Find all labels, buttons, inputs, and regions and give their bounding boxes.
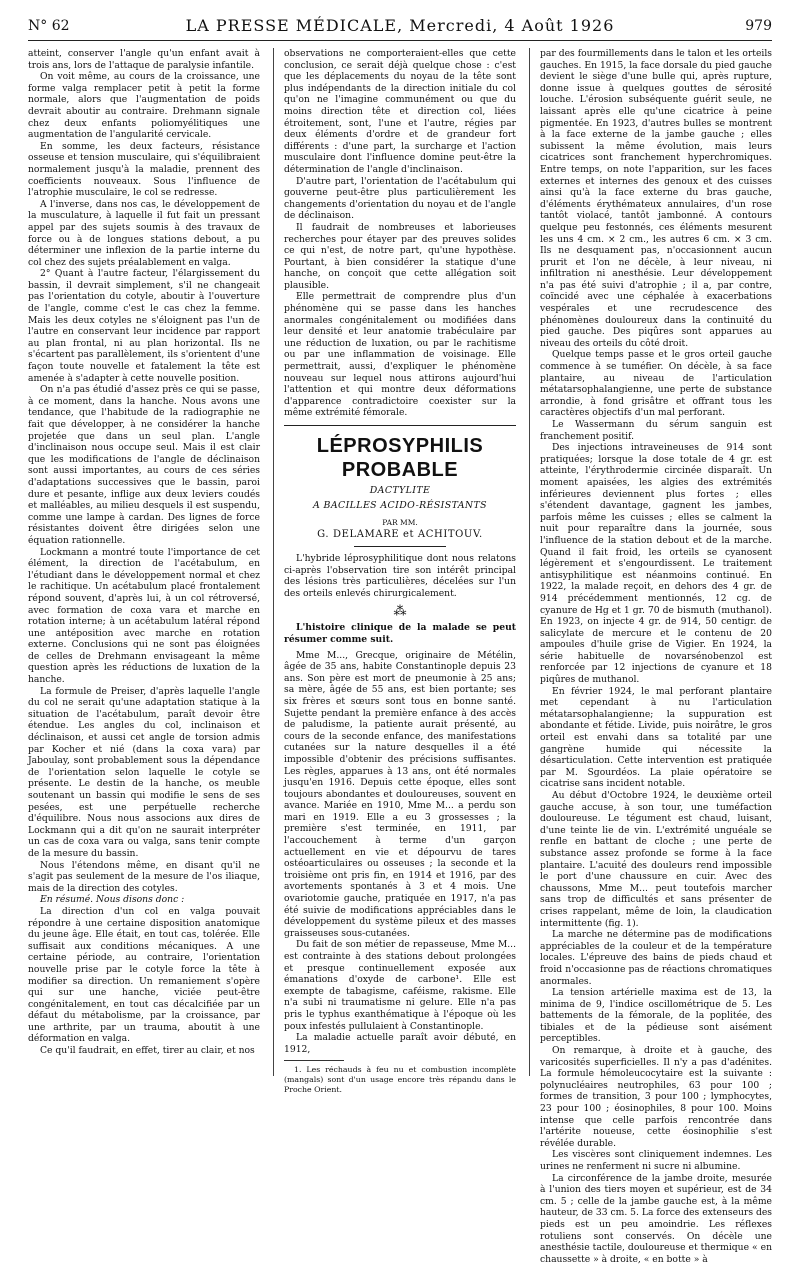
section-stars: ⁂ bbox=[393, 604, 407, 620]
paragraph: Au début d'Octobre 1924, le deuxième orteil gauche accuse, à son tour, une tuméfaction douloureuse. Le tégument est chaud, luisant, d'une teinte lie de vin. L'extrémité unguéale se renfle en battant de cloche ; une perte de substance assez profonde se forme à la face plantaire. L'acuité des douleurs rend impossible le port d'une chaussure en cuir. Avec des chaussons, Mme M... peut toutefois marcher sans trop de difficultés et sans présenter de crises rappelant, même de loin, la claudication intermittente (fig. 1). bbox=[540, 790, 772, 929]
paragraph: On voit même, au cours de la croissance, une forme valga remplacer petit à petit la forme normale, alors que l'augmentation de poids devrait aboutir au contraire. Drehmann signale chez deux enfants poliomyélitiques une augmentation de l'angularité cervicale. bbox=[28, 71, 260, 141]
paragraph: Du fait de son métier de repasseuse, Mme M... est contrainte à des stations debout prolongées et presque continuellement exposée aux émanations d'oxyde de carbone¹. Elle est exempte de tabagisme, caféisme, rakisme. Elle n'a subi ni traumatisme ni gelure. Elle n'a pas pris le typhus exanthématique à l'époque où les poux infestés pullulaient à Constantinople. bbox=[284, 939, 516, 1032]
article-separator bbox=[284, 425, 516, 426]
footnote: 1. Les réchauds à feu nu et combustion incomplète (mangals) sont d'un usage encore très répandu dans le Proche Orient. bbox=[284, 1065, 516, 1094]
paragraph: observations ne comporteraient-elles que cette conclusion, ce serait déjà quelque chose : c'est que les déplacements du noyau de la tête sont plus indépendants de la direction initiale du col qu'on ne l'imagine communément ou que du moins direction tête et direction col, liées étroitement, sont, l'une et l'autre, régies par deux éléments d'ordre et de grandeur fort différents : d'une part, la surcharge et l'action musculaire dont l'influence domine peut-être la détermination de l'angle d'inclinaison. bbox=[284, 48, 516, 175]
paragraph: D'autre part, l'orientation de l'acétabulum qui gouverne peut-être plus particulièrement les changements d'orientation du noyau et de l'angle de déclinaison. bbox=[284, 175, 516, 222]
paragraph: Ce qu'il faudrait, en effet, tirer au clair, et nos bbox=[40, 1045, 255, 1057]
page-number: 979 bbox=[745, 18, 772, 34]
journal-title: LA PRESSE MÉDICALE, Mercredi, 4 Août 1926 bbox=[185, 16, 615, 35]
header-rule bbox=[28, 40, 772, 41]
paragraph: La tension artérielle maxima est de 13, la minima de 9, l'indice oscillométrique de 5. Les battements de la fémorale, de la poplitée, des tibiales et de la pédieuse sont aisément perceptibles. bbox=[540, 987, 772, 1045]
page-header bbox=[28, 14, 772, 40]
column-divider bbox=[273, 48, 274, 1076]
column-divider bbox=[529, 48, 530, 1076]
paragraph: On n'a pas étudié d'assez près ce qui se passe, à ce moment, dans la hanche. Nous avons une tendance, que l'habitude de la radiographie ne fait que développer, à ne considérer la hanche projetée que dans un seul plan. L'angle d'inclinaison nous occupe seul. Mais il est clair que les modifications de l'angle de déclinaison sont aussi importantes, au cours de ces séries d'adaptations successives que le bassin, paroi dure et pesante, inflige aux deux leviers coudés et malléables, au milieu desquels il est suspendu, comme une lampe à cardan. Des lignes de force résistantes doivent être dirigées selon une équation rationnelle. bbox=[28, 384, 260, 546]
paragraph: En somme, les deux facteurs, résistance osseuse et tension musculaire, qui s'équilibraient normalement jusqu'à la maladie, prennent des coefficients nouveaux. Sous l'influence de l'atrophie musculaire, le col se redresse. bbox=[28, 140, 260, 199]
paragraph: La direction d'un col en valga pouvait répondre à une certaine disposition anatomique du jeune âge. Elle était, en tout cas, tolérée. Elle suffisait aux conditions mécaniques. A une certaine période, au contraire, l'orientation nouvelle prise par le cotyle force la tête à modifier sa direction. Un remaniement s'opère qui sur une hanche, viciée peut-être congénitalement, en tout cas décalcifiée par un défaut du métabolisme, par la croissance, par une arthrite, par un trauma, aboutit à une déformation en valga. bbox=[28, 905, 260, 1045]
paragraph: Les viscères sont cliniquement indemnes. Les urines ne renferment ni sucre ni albumine. bbox=[540, 1149, 772, 1172]
paragraph: atteint, conserver l'angle qu'un enfant avait à trois ans, lors de l'attaque de paralysie infantile. bbox=[28, 48, 260, 71]
column-1 bbox=[28, 48, 260, 1076]
article-lead: L'histoire clinique de la malade se peut résumer comme suit. bbox=[284, 622, 516, 645]
paragraph: La maladie actuelle paraît avoir débuté, en 1912, bbox=[284, 1032, 516, 1055]
column-2 bbox=[284, 48, 516, 1094]
paragraph: 2° Quant à l'autre facteur, l'élargissement du bassin, il devrait simplement, s'il ne changeait pas l'orientation du cotyle, aboutir à l'ouverture de l'angle, comme c'est le cas chez la femme. Mais les deux cotyles ne s'éloignent pas l'un de l'autre en conservant leur incidence par rapport au plan frontal, ni au plan horizontal. Ils ne s'écartent pas parallèlement, ils s'orientent d'une façon toute nouvelle et fatalement la tête est amenée à s'adapter à cette nouvelle position. bbox=[28, 268, 260, 384]
issue-number: N° 62 bbox=[28, 18, 70, 34]
paragraph: Quelque temps passe et le gros orteil gauche commence à se tuméfier. On décèle, à sa face plantaire, au niveau de l'articulation métatarsophalangienne, une perte de substance arrondie, à fond grisâtre et offrant tous les caractères objectifs d'un mal perforant. bbox=[540, 349, 772, 419]
paragraph: Nous l'étendons même, en disant qu'il ne s'agit pas seulement de la mesure de l'os iliaque, mais de la direction des cotyles. bbox=[28, 859, 260, 894]
paragraph: Il faudrait de nombreuses et laborieuses recherches pour étayer par des preuves solides ce qui n'est, de notre part, qu'une hypothèse. Pourtant, à bien considérer la statique d'une hanche, on conçoit que cette allégation soit plausible. bbox=[284, 221, 516, 291]
article-authors: G. DELAMARE et ACHITOUV. bbox=[317, 529, 483, 540]
paragraph: Lockmann a montré toute l'importance de cet élément, la direction de l'acétabulum, en l'étudiant dans le développement normal et chez le rachitique. Un acétabulum placé frontalement répond souvent, d'après lui, à un col rétroversé, avec formation de coxa vara et marche en rotation interne; à un acétabulum latéral répond une antéposition avec marche en rotation externe. Conclusions qui ne sont pas éloignées de celles de Drehmann envisageant la même question après les réductions de luxation de la hanche. bbox=[28, 546, 260, 686]
article-subtitle-2: A BACILLES ACIDO-RÉSISTANTS bbox=[313, 500, 487, 511]
paragraph: La circonférence de la jambe droite, mesurée à l'union des tiers moyen et supérieur, est de 34 cm. 5 ; celle de la jambe gauche est, à la même hauteur, de 33 cm. 5. La force des extenseurs des pieds est un peu amoindrie. Les réflexes rotuliens sont conservés. On décèle une anesthésie tactile, douloureuse et thermique « en chaussette » à droite, « en botte » à bbox=[540, 1172, 772, 1265]
article-par: PAR MM. bbox=[382, 518, 418, 527]
paragraph: En février 1924, le mal perforant plantaire met cependant à nu l'articulation métatarsophalangienne; la suppuration est abondante et fétide. Livide, puis noirâtre, le gros orteil est envahi dans sa totalité par une gangrène humide qui nécessite la désarticulation. Cette intervention est pratiquée par M. Sgourdéos. La plaie opératoire se cicatrise sans incident notable. bbox=[540, 685, 772, 790]
article-subtitle: DACTYLITE bbox=[369, 485, 431, 496]
article-intro: L'hybride léprosyphilitique dont nous relatons ci-après l'observation tire son intérêt principal des lésions très particulières, décelées sur l'un des orteils enlevés chirurgicalement. bbox=[284, 553, 516, 599]
paragraph: Mme M..., Grecque, originaire de Métélin, âgée de 35 ans, habite Constantinople depuis 23 ans. Son père est mort de pneumonie à 25 ans; sa mère, âgée de 55 ans, est bien portante; ses six frères et sœurs sont tous en bonne santé. Sujette pendant la première enfance à des accès de paludisme, la patiente aurait présenté, au cours de la seconde enfance, des manifestations cutanées sur la nature desquelles il a été impossible d'obtenir des précisions suffisantes. Les règles, apparues à 13 ans, ont été normales jusqu'en 1916. Depuis cette époque, elles sont toujours abondantes et douloureuses, souvent en avance. Mariée en 1910, Mme M... a perdu son mari en 1919. Elle a eu 3 grossesses ; la première s'est terminée, en 1911, par l'accouchement à terme d'un garçon actuellement en vie et dépourvu de tares ostéoarticulaires ou osseuses ; la seconde et la troisième ont pris fin, en 1914 et 1916, par des avortements spontanés à 3 et 4 mois. Une ovariotomie gauche, pratiquée en 1917, n'a pas été suivie de modifications appréciables dans le développement du système pileux et des masses graisseuses sous-cutanées. bbox=[284, 649, 516, 939]
column-3 bbox=[540, 48, 772, 1265]
footnote-rule bbox=[284, 1060, 344, 1061]
paragraph: Elle permettrait de comprendre plus d'un phénomène qui se passe dans les hanches anormales congénitalement ou modifiées dans leur densité et leur anatomie trabéculaire par une réduction de luxation, ou par le rachitisme ou par une inflammation de voisinage. Elle permettrait, aussi, d'expliquer le phénomène nouveau sur lequel nous attirons aujourd'hui l'attention et qui montre deux déformations d'apparence contradictoire coexister sur la même extrémité fémorale. bbox=[284, 291, 516, 419]
paragraph: La formule de Preiser, d'après laquelle l'angle du col ne serait qu'une adaptation statique à la situation de l'acétabulum, paraît devoir être étendue. Les angles du col, inclinaison et déclinaison, et aussi cet angle de torsion admis par Kocher et nié (dans la coxa vara) par Jaboulay, sont probablement sous la dépendance de l'orientation selon laquelle le cotyle se présente. Le destin de la hanche, os meuble soutenant un bassin qui modifie le sens de ses pesées, est une perpétuelle recherche d'équilibre. Nous nous associons aux dires de Lockmann qui a dit qu'on ne saurait interpréter un cas de coxa vara ou valga, sans tenir compte de la mesure du bassin. bbox=[28, 685, 260, 859]
paragraph: Des injections intraveineuses de 914 sont pratiquées; lorsque la dose totale de 4 gr. est atteinte, l'érythrodermie circinée disparaît. Un moment apaisées, les algies des extrémités inférieures deviennent plus fortes ; elles s'étendent davantage, gagnent les jambes, parfois même les cuisses ; elles se calment la nuit pour reparaître dans la journée, sous l'influence de la station debout et de la marche. Quand il fait froid, les orteils se cyanosent légèrement et s'engourdissent. Le traitement antisyphilitique est néanmoins continué. En 1922, la malade reçoit, en dehors des 4 gr. de 914 précédemment mentionnés, 12 cg. de cyanure de Hg et 1 gr. 70 de bismuth (muthanol). En 1923, on injecte 4 gr. de 914, 50 centigr. de salicylate de mercure et le contenu de 20 ampoules d'huile grise de Vigier. En 1924, la série habituelle de novarsénobenzol est renforcée par 12 injections de cyanure et 18 piqûres de muthanol. bbox=[540, 442, 772, 686]
paragraph-summary-heading: En résumé. Nous disons donc : bbox=[40, 894, 185, 906]
paragraph: par des fourmillements dans le talon et les orteils gauches. En 1915, la face dorsale du pied gauche devient le siège d'une bulle qui, après rupture, donne issue à quelques gouttes de sérosité louche. L'érosion subséquente guérit seule, ne laissant après elle qu'une cicatrice à peine pigmentée. En 1923, d'autres bulles se montrent à la face externe de la jambe gauche ; elles subissent la même évolution, mais leurs cicatrices sont franchement hyperchromiques. Entre temps, on note l'apparition, sur les faces externes et internes des genoux et des cuisses ainsi qu'à la face externe du bras gauche, d'éléments érythémateux annulaires, d'un rose tantôt violacé, tantôt jambonné. A contours quelque peu festonnés, ces éléments mesurent les uns 4 cm. × 2 cm., les autres 6 cm. × 3 cm. Ils ne desquament pas, n'occasionnent aucun prurit et l'on ne décèle, à leur niveau, ni infiltration ni anesthésie. Leur développement n'a pas été suivi d'atrophie ; il a, par contre, coïncidé avec une céphalée à exacerbations vespérales et une recrudescence des phénomènes douloureux dans la continuité du pied gauche. Des piqûres sont apparues au niveau des orteils du côté droit. bbox=[540, 48, 772, 349]
paragraph: A l'inverse, dans nos cas, le développement de la musculature, à laquelle il fut fait un pressant appel par des sujets soumis à des travaux de force ou à de longues stations debout, a pu déterminer une inflexion de la partie interne du col chez des sujets préalablement en valga. bbox=[28, 198, 260, 268]
paragraph: On remarque, à droite et à gauche, des varicosités superficielles. Il n'y a pas d'adénites. La formule hémoleucocytaire est la suivante : polynucléaires neutrophiles, 63 pour 100 ; formes de transition, 3 pour 100 ; lymphocytes, 23 pour 100 ; éosinophiles, 8 pour 100. Moins intense que celle parfois rencontrée dans l'artérite noueuse, cette éosinophilie s'est révélée durable. bbox=[540, 1045, 772, 1149]
paragraph: Le Wassermann du sérum sanguin est franchement positif. bbox=[540, 419, 772, 442]
article-title: LÉPROSYPHILIS PROBABLE bbox=[316, 435, 484, 481]
article-rule bbox=[354, 546, 446, 547]
paragraph: La marche ne détermine pas de modifications appréciables de la couleur et de la température locales. L'épreuve des bains de pieds chaud et froid n'occasionne pas de réactions chromatiques anormales. bbox=[540, 929, 772, 987]
